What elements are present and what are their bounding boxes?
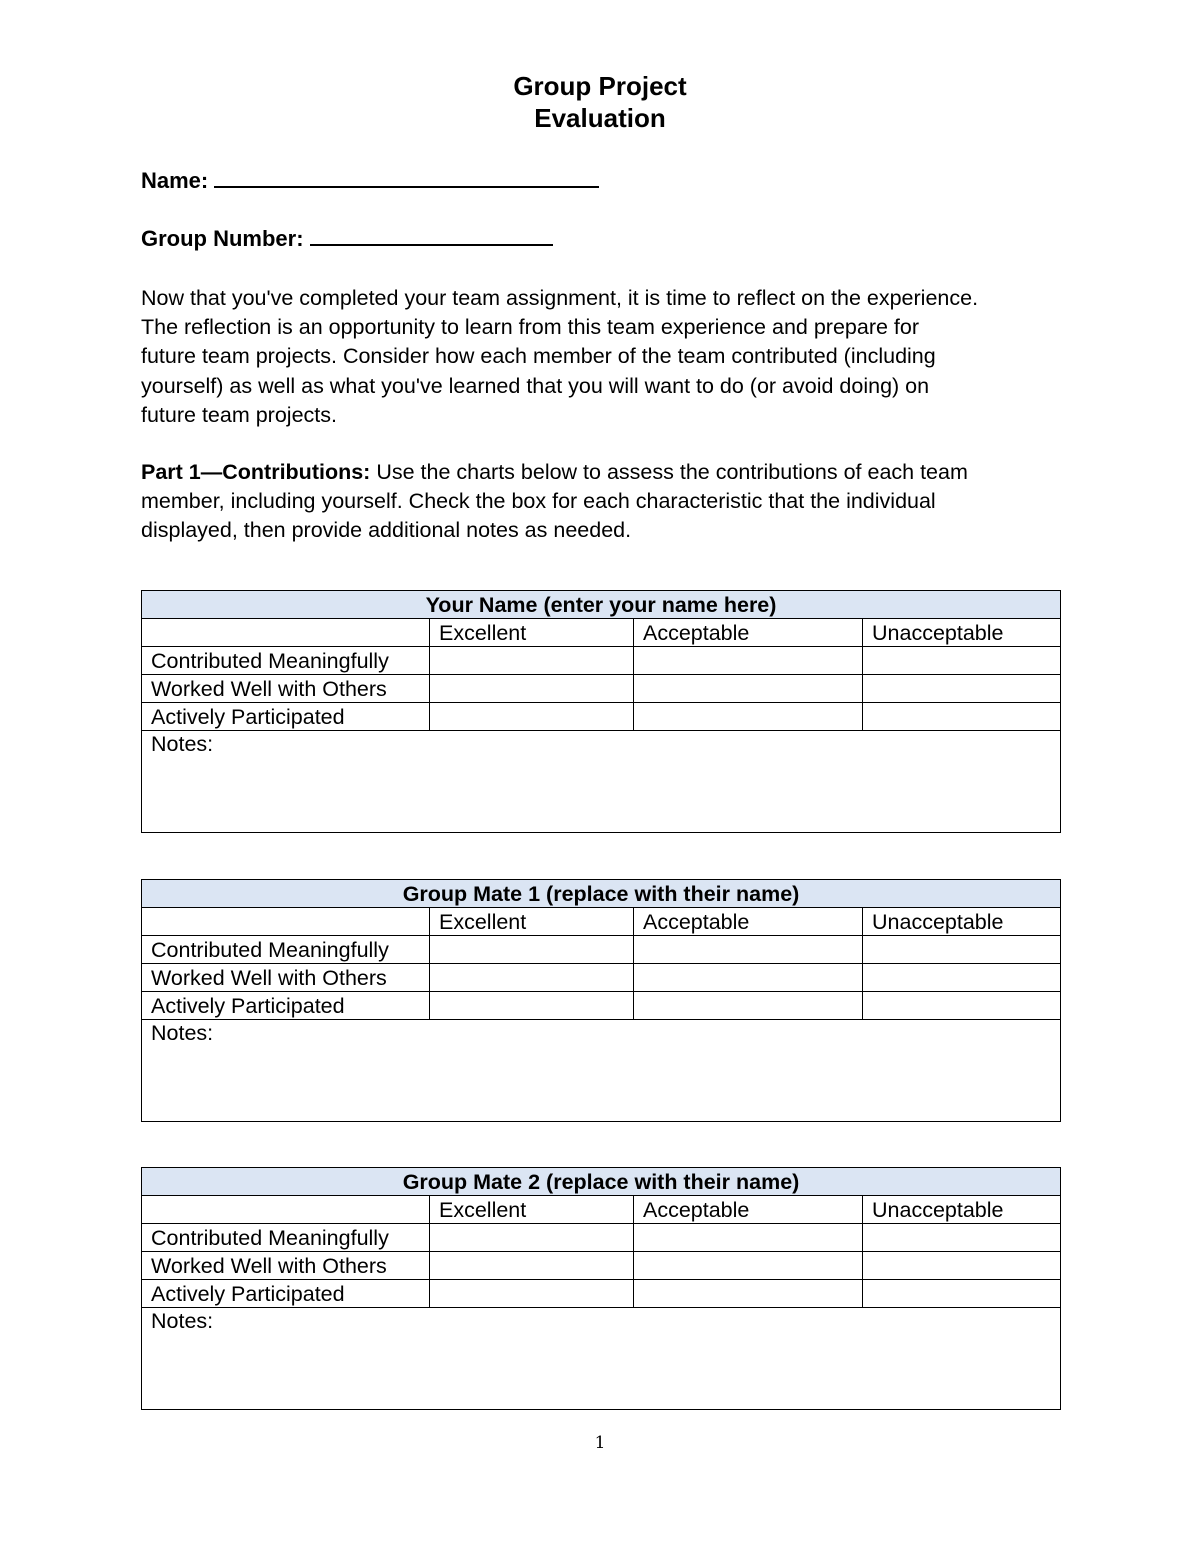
row-label: Worked Well with Others bbox=[142, 1252, 430, 1280]
intro-line: yourself) as well as what you've learned that you will want to do (or avoid doing) on bbox=[141, 373, 930, 398]
table-row bbox=[142, 647, 1061, 675]
name-blank-line[interactable] bbox=[214, 166, 599, 188]
rating-cell-unacceptable[interactable] bbox=[863, 1280, 1061, 1308]
notes-label: Notes: bbox=[151, 732, 214, 756]
name-label: Name: bbox=[141, 168, 209, 193]
blank-header-cell bbox=[142, 619, 430, 647]
part1-line bbox=[141, 458, 1071, 487]
column-header-excellent: Excellent bbox=[430, 1196, 634, 1224]
notes-area[interactable] bbox=[142, 1020, 1061, 1122]
group-number-label: Group Number: bbox=[141, 226, 304, 251]
name-field[interactable] bbox=[141, 166, 599, 195]
intro-line: Now that you've completed your team assignment, it is time to reflect on the experience. bbox=[141, 286, 979, 310]
row-label: Actively Participated bbox=[142, 1280, 430, 1308]
blank-header-cell bbox=[142, 908, 430, 936]
table-row bbox=[142, 964, 1061, 992]
rating-cell-unacceptable[interactable] bbox=[863, 703, 1061, 731]
row-label: Contributed Meaningfully bbox=[142, 936, 430, 964]
rating-cell-acceptable[interactable] bbox=[634, 936, 863, 964]
notes-area[interactable] bbox=[142, 1308, 1061, 1410]
evaluation-table-self bbox=[141, 590, 1061, 833]
intro-paragraph bbox=[141, 284, 1071, 430]
evaluation-table-group-mate-1 bbox=[141, 879, 1061, 1122]
row-label: Contributed Meaningfully bbox=[142, 1224, 430, 1252]
column-header-unacceptable: Unacceptable bbox=[863, 908, 1061, 936]
table-row bbox=[142, 675, 1061, 703]
rating-cell-unacceptable[interactable] bbox=[863, 1224, 1061, 1252]
table-row bbox=[142, 1224, 1061, 1252]
part1-line: displayed, then provide additional notes as needed. bbox=[141, 518, 632, 543]
rating-cell-excellent[interactable] bbox=[430, 703, 634, 731]
column-header-acceptable: Acceptable bbox=[634, 908, 863, 936]
rating-cell-acceptable[interactable] bbox=[634, 992, 863, 1020]
column-header-unacceptable: Unacceptable bbox=[863, 1196, 1061, 1224]
part1-instructions bbox=[141, 458, 1071, 546]
rating-cell-excellent[interactable] bbox=[430, 647, 634, 675]
rating-cell-excellent[interactable] bbox=[430, 992, 634, 1020]
row-label: Worked Well with Others bbox=[142, 675, 430, 703]
rating-cell-acceptable[interactable] bbox=[634, 1280, 863, 1308]
rating-cell-excellent[interactable] bbox=[430, 675, 634, 703]
page-title: Group Project bbox=[513, 71, 687, 101]
table-title[interactable]: Your Name (enter your name here) bbox=[142, 591, 1061, 619]
blank-header-cell bbox=[142, 1196, 430, 1224]
intro-line: future team projects. Consider how each member of the team contributed (including bbox=[141, 344, 936, 369]
evaluation-table-group-mate-2 bbox=[141, 1167, 1061, 1410]
table-row bbox=[142, 1252, 1061, 1280]
intro-line: The reflection is an opportunity to learn from this team experience and prepare for bbox=[141, 315, 919, 340]
row-label: Worked Well with Others bbox=[142, 964, 430, 992]
notes-label: Notes: bbox=[151, 1021, 214, 1045]
rating-cell-acceptable[interactable] bbox=[634, 647, 863, 675]
table-title[interactable]: Group Mate 1 (replace with their name) bbox=[142, 880, 1061, 908]
rating-cell-unacceptable[interactable] bbox=[863, 964, 1061, 992]
notes-label: Notes: bbox=[151, 1309, 214, 1333]
rating-cell-unacceptable[interactable] bbox=[863, 675, 1061, 703]
rating-cell-excellent[interactable] bbox=[430, 1252, 634, 1280]
intro-line: future team projects. bbox=[141, 402, 337, 427]
page-number: 1 bbox=[594, 1433, 606, 1453]
part1-heading: Part 1—Contributions: bbox=[141, 460, 371, 484]
rating-cell-excellent[interactable] bbox=[430, 1224, 634, 1252]
rating-cell-unacceptable[interactable] bbox=[863, 992, 1061, 1020]
table-row bbox=[142, 1280, 1061, 1308]
rating-cell-acceptable[interactable] bbox=[634, 1224, 863, 1252]
rating-cell-unacceptable[interactable] bbox=[863, 1252, 1061, 1280]
table-row bbox=[142, 703, 1061, 731]
column-header-unacceptable: Unacceptable bbox=[863, 619, 1061, 647]
row-label: Actively Participated bbox=[142, 992, 430, 1020]
rating-cell-acceptable[interactable] bbox=[634, 964, 863, 992]
rating-cell-acceptable[interactable] bbox=[634, 703, 863, 731]
rating-cell-excellent[interactable] bbox=[430, 964, 634, 992]
column-header-acceptable: Acceptable bbox=[634, 619, 863, 647]
part1-line-text: Use the charts below to assess the contributions of each team bbox=[370, 460, 968, 484]
column-header-excellent: Excellent bbox=[430, 619, 634, 647]
table-title[interactable]: Group Mate 2 (replace with their name) bbox=[142, 1168, 1061, 1196]
rating-cell-excellent[interactable] bbox=[430, 936, 634, 964]
notes-area[interactable] bbox=[142, 731, 1061, 833]
rating-cell-unacceptable[interactable] bbox=[863, 647, 1061, 675]
part1-line: member, including yourself. Check the box for each characteristic that the individual bbox=[141, 489, 936, 514]
table-row bbox=[142, 992, 1061, 1020]
group-number-blank-line[interactable] bbox=[310, 224, 553, 246]
row-label: Actively Participated bbox=[142, 703, 430, 731]
row-label: Contributed Meaningfully bbox=[142, 647, 430, 675]
column-header-acceptable: Acceptable bbox=[634, 1196, 863, 1224]
page-subtitle: Evaluation bbox=[534, 103, 666, 133]
rating-cell-excellent[interactable] bbox=[430, 1280, 634, 1308]
rating-cell-acceptable[interactable] bbox=[634, 1252, 863, 1280]
rating-cell-unacceptable[interactable] bbox=[863, 936, 1061, 964]
group-number-field[interactable] bbox=[141, 224, 553, 253]
table-row bbox=[142, 936, 1061, 964]
rating-cell-acceptable[interactable] bbox=[634, 675, 863, 703]
column-header-excellent: Excellent bbox=[430, 908, 634, 936]
